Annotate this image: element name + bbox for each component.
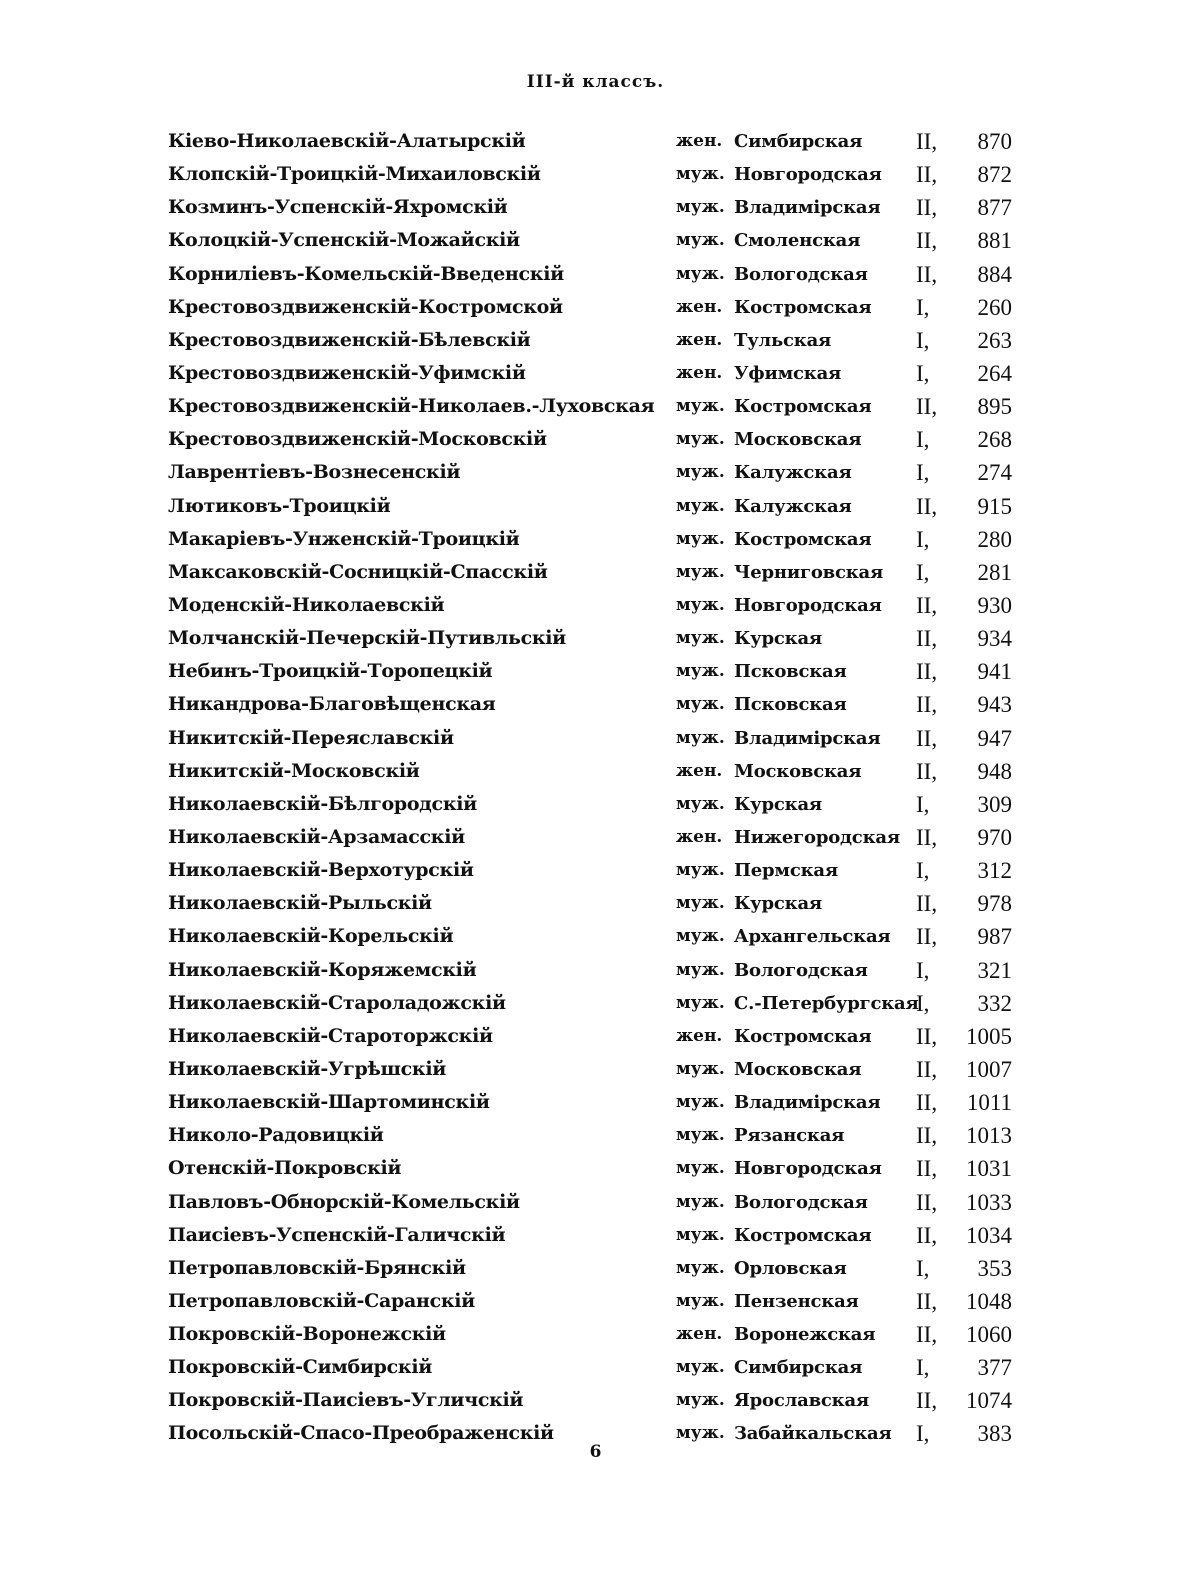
table-row [168,390,1028,423]
class-rank: I, [916,460,930,486]
entry-number: 947 [977,725,1012,751]
class-rank: II, [916,493,938,519]
entry-number: 1074 [966,1388,1012,1414]
monastery-name: Моденскій-Николаевскій [168,593,445,616]
governorate: Новгородская [734,594,882,616]
monastery-name: Николаевскій-Рыльскій [168,892,432,915]
table-row [168,1152,1028,1185]
community-sex: муж. [676,429,725,450]
class-rank: I, [916,791,930,817]
governorate: Пензенская [734,1290,859,1312]
monastery-name: Кіево-Николаевскій-Алатырскій [168,130,526,152]
entry-number: 943 [977,692,1012,718]
table-row [168,523,1028,556]
class-rank: I, [916,526,930,552]
governorate: Вологодская [734,959,868,981]
table-row [168,755,1028,788]
table-row [168,854,1028,887]
governorate: Вологодская [734,263,868,285]
class-rank: II, [916,1123,938,1149]
entry-number: 934 [977,626,1012,652]
table-row [168,655,1028,688]
monastery-name: Николаевскій-Угрѣшскій [168,1057,447,1080]
governorate: Воронежская [734,1324,876,1346]
table-row [168,1351,1028,1384]
monastery-name: Колоцкій-Успенскій-Можайскій [168,229,520,252]
entry-number: 884 [977,261,1012,287]
community-sex: муж. [676,528,725,549]
class-rank: I, [916,427,930,453]
governorate: Костромская [734,1224,872,1246]
entry-number: 970 [977,824,1012,850]
entry-number: 332 [977,990,1012,1016]
entry-number: 1013 [966,1123,1012,1149]
entry-number: 987 [977,924,1012,950]
governorate: Московская [734,429,862,451]
governorate: Черниговская [734,561,884,583]
governorate: Московская [734,1058,862,1080]
class-rank: II, [916,1322,938,1348]
page-header: III-й классъ. [526,72,665,92]
class-rank: II, [916,1189,938,1215]
community-sex: муж. [676,1224,725,1245]
entry-number: 280 [977,526,1012,552]
monastery-name: Молчанскій-Печерскій-Путивльскій [168,627,566,650]
table-row [168,920,1028,953]
table-row [168,191,1028,224]
governorate: Ярославская [734,1390,870,1412]
community-sex: муж. [676,694,725,715]
monastery-name: Крестовоздвиженскій-Бѣлевскій [168,328,531,351]
monastery-name: Лаврентіевъ-Вознесенскій [168,461,461,484]
governorate: Уфимская [734,362,842,384]
governorate: Курская [734,893,823,915]
table-row [168,1186,1028,1219]
table-row [168,456,1028,489]
governorate: Рязанская [734,1125,845,1147]
class-rank: I, [916,360,930,386]
community-sex: жен. [676,826,723,847]
class-rank: II, [916,394,938,420]
monastery-name: Крестовоздвиженскій-Николаев.-Луховская [168,395,655,418]
class-rank: I, [916,1421,930,1447]
community-sex: муж. [676,893,725,914]
entry-number: 377 [977,1355,1012,1381]
monastery-table [168,125,1028,1451]
class-rank: II, [916,924,938,950]
table-row [168,1086,1028,1119]
table-row [168,1384,1028,1417]
community-sex: жен. [676,760,723,781]
community-sex: муж. [676,263,725,284]
page-number: 6 [589,1442,602,1462]
class-rank: II, [916,261,938,287]
community-sex: жен. [676,362,723,383]
table-row [168,158,1028,191]
table-row [168,1119,1028,1152]
entry-number: 321 [977,957,1012,983]
class-rank: II, [916,692,938,718]
table-row [168,589,1028,622]
monastery-name: Лютиковъ-Троицкій [168,494,391,517]
community-sex: муж. [676,561,725,582]
entry-number: 1034 [966,1222,1012,1248]
community-sex: жен. [676,1324,723,1345]
community-sex: муж. [676,926,725,947]
community-sex: муж. [676,959,725,980]
entry-number: 877 [977,195,1012,221]
governorate: Курская [734,793,823,815]
governorate: Костромская [734,1025,872,1047]
community-sex: муж. [676,661,725,682]
community-sex: муж. [676,992,725,1013]
entry-number: 281 [977,559,1012,585]
community-sex: муж. [676,1290,725,1311]
entry-number: 1005 [966,1023,1012,1049]
monastery-name: Покровскій-Паисіевъ-Угличскій [168,1389,524,1412]
governorate: Курская [734,628,823,650]
governorate: Калужская [734,462,852,484]
community-sex: жен. [676,131,723,151]
class-rank: II, [916,824,938,850]
community-sex: жен. [676,329,723,350]
class-rank: II, [916,162,938,188]
monastery-name: Козминъ-Успенскій-Яхромскій [168,196,508,219]
community-sex: муж. [676,1423,725,1444]
governorate: Забайкальская [734,1423,892,1445]
monastery-name: Николаевскій-Корельскій [168,925,454,948]
table-row [168,423,1028,456]
governorate: Новгородская [734,164,882,186]
entry-number: 268 [977,427,1012,453]
entry-number: 274 [977,460,1012,486]
monastery-name: Никитскій-Московскій [168,759,420,782]
monastery-name: Николо-Радовицкій [168,1124,384,1147]
community-sex: муж. [676,860,725,881]
table-row [168,722,1028,755]
monastery-name: Посольскій-Спасо-Преображенскій [168,1422,554,1445]
class-rank: II, [916,1056,938,1082]
class-rank: I, [916,858,930,884]
monastery-name: Николаевскій-Арзамасскій [168,825,465,848]
class-rank: II, [916,1090,938,1116]
community-sex: муж. [676,1092,725,1113]
monastery-name: Николаевскій-Верхотурскій [168,859,474,882]
class-rank: I, [916,1255,930,1281]
entry-number: 978 [977,891,1012,917]
monastery-name: Макаріевъ-Унженскій-Троицкій [168,527,520,550]
governorate: Архангельская [734,926,891,948]
table-row [168,821,1028,854]
community-sex: муж. [676,727,725,748]
class-rank: II, [916,891,938,917]
class-rank: II, [916,1388,938,1414]
class-rank: I, [916,327,930,353]
class-rank: II, [916,129,938,154]
entry-number: 260 [977,294,1012,320]
community-sex: муж. [676,1357,725,1378]
governorate: Владимірская [734,1092,881,1114]
governorate: Пермская [734,860,838,882]
governorate: Костромская [734,528,872,550]
table-row [168,258,1028,291]
monastery-name: Крестовоздвиженскій-Костромской [168,295,563,318]
entry-number: 915 [977,493,1012,519]
community-sex: жен. [676,296,723,317]
monastery-name: Николаевскій-Староторжскій [168,1024,493,1047]
monastery-name: Павловъ-Обнорскій-Комельскій [168,1190,520,1213]
entry-number: 930 [977,592,1012,618]
class-rank: II, [916,626,938,652]
table-row [168,556,1028,589]
entry-number: 1007 [966,1056,1012,1082]
community-sex: муж. [676,495,725,516]
governorate: Вологодская [734,1191,868,1213]
class-rank: I, [916,957,930,983]
table-row [168,887,1028,920]
table-row [168,291,1028,324]
community-sex: муж. [676,462,725,483]
class-rank: II, [916,195,938,221]
monastery-name: Покровскій-Симбирскій [168,1356,433,1379]
entry-number: 353 [977,1255,1012,1281]
monastery-name: Крестовоздвиженскій-Уфимскій [168,361,526,384]
governorate: Владимірская [734,197,881,219]
monastery-name: Крестовоздвиженскій-Московскій [168,428,547,451]
table-row [168,1252,1028,1285]
entry-number: 1033 [966,1189,1012,1215]
monastery-name: Никитскій-Переяславскій [168,726,454,749]
entry-number: 941 [977,659,1012,685]
entry-number: 309 [977,791,1012,817]
monastery-name: Николаевскій-Староладожскій [168,991,506,1014]
monastery-name: Николаевскій-Шартоминскій [168,1091,490,1114]
monastery-name: Паисіевъ-Успенскій-Галичскій [168,1223,506,1246]
table-row [168,954,1028,987]
table-row [168,987,1028,1020]
governorate: Московская [734,760,862,782]
governorate: Костромская [734,296,872,318]
community-sex: муж. [676,197,725,218]
table-row [168,224,1028,257]
community-sex: муж. [676,1390,725,1411]
community-sex: муж. [676,1257,725,1278]
monastery-name: Николаевскій-Коряжемскій [168,958,477,981]
class-rank: II, [916,758,938,784]
community-sex: муж. [676,164,725,185]
table-row [168,125,1028,158]
governorate: Нижегородская [734,826,900,848]
monastery-name: Небинъ-Троицкій-Торопецкій [168,660,493,683]
table-row [168,324,1028,357]
governorate: Смоленская [734,230,861,252]
monastery-name: Никандрова-Благовѣщенская [168,693,496,716]
class-rank: II, [916,659,938,685]
entry-number: 870 [977,129,1012,154]
entry-number: 312 [977,858,1012,884]
entry-number: 1031 [966,1156,1012,1182]
monastery-name: Корниліевъ-Комельскій-Введенскій [168,262,564,285]
table-row [168,1053,1028,1086]
class-rank: I, [916,559,930,585]
class-rank: II, [916,1023,938,1049]
entry-number: 895 [977,394,1012,420]
table-row [168,1285,1028,1318]
table-row [168,1020,1028,1053]
class-rank: II, [916,228,938,254]
table-row [168,622,1028,655]
governorate: Орловская [734,1257,847,1279]
entry-number: 1060 [966,1322,1012,1348]
community-sex: муж. [676,1058,725,1079]
governorate: Калужская [734,495,852,517]
governorate: С.-Петербургская [734,992,919,1014]
entry-number: 1048 [966,1288,1012,1314]
table-row [168,357,1028,390]
community-sex: муж. [676,1158,725,1179]
table-row [168,490,1028,523]
governorate: Тульская [734,329,832,351]
community-sex: муж. [676,628,725,649]
class-rank: II, [916,1288,938,1314]
governorate: Владимірская [734,727,881,749]
community-sex: жен. [676,1025,723,1046]
entry-number: 881 [977,228,1012,254]
community-sex: муж. [676,594,725,615]
monastery-name: Отенскій-Покровскій [168,1157,402,1180]
monastery-name: Покровскій-Воронежскій [168,1323,446,1346]
governorate: Псковская [734,661,847,683]
table-row [168,1219,1028,1252]
class-rank: I, [916,990,930,1016]
entry-number: 263 [977,327,1012,353]
entry-number: 264 [977,360,1012,386]
class-rank: II, [916,1156,938,1182]
monastery-name: Клопскій-Троицкій-Михаиловскій [168,163,541,186]
governorate: Псковская [734,694,847,716]
class-rank: I, [916,294,930,320]
class-rank: I, [916,1355,930,1381]
class-rank: II, [916,725,938,751]
governorate: Симбирская [734,131,863,152]
monastery-name: Петропавловскій-Саранскій [168,1289,475,1312]
governorate: Симбирская [734,1357,863,1379]
monastery-name: Максаковскій-Сосницкій-Спасскій [168,560,548,583]
monastery-name: Николаевскій-Бѣлгородскій [168,792,477,815]
community-sex: муж. [676,793,725,814]
entry-number: 872 [977,162,1012,188]
community-sex: муж. [676,1191,725,1212]
community-sex: муж. [676,230,725,251]
entry-number: 383 [977,1421,1012,1447]
class-rank: II, [916,592,938,618]
table-row [168,1318,1028,1351]
community-sex: муж. [676,396,725,417]
entry-number: 1011 [966,1090,1012,1116]
governorate: Костромская [734,396,872,418]
monastery-name: Петропавловскій-Брянскій [168,1256,466,1279]
table-row [168,788,1028,821]
community-sex: муж. [676,1125,725,1146]
entry-number: 948 [977,758,1012,784]
governorate: Новгородская [734,1158,882,1180]
class-rank: II, [916,1222,938,1248]
table-row [168,688,1028,721]
